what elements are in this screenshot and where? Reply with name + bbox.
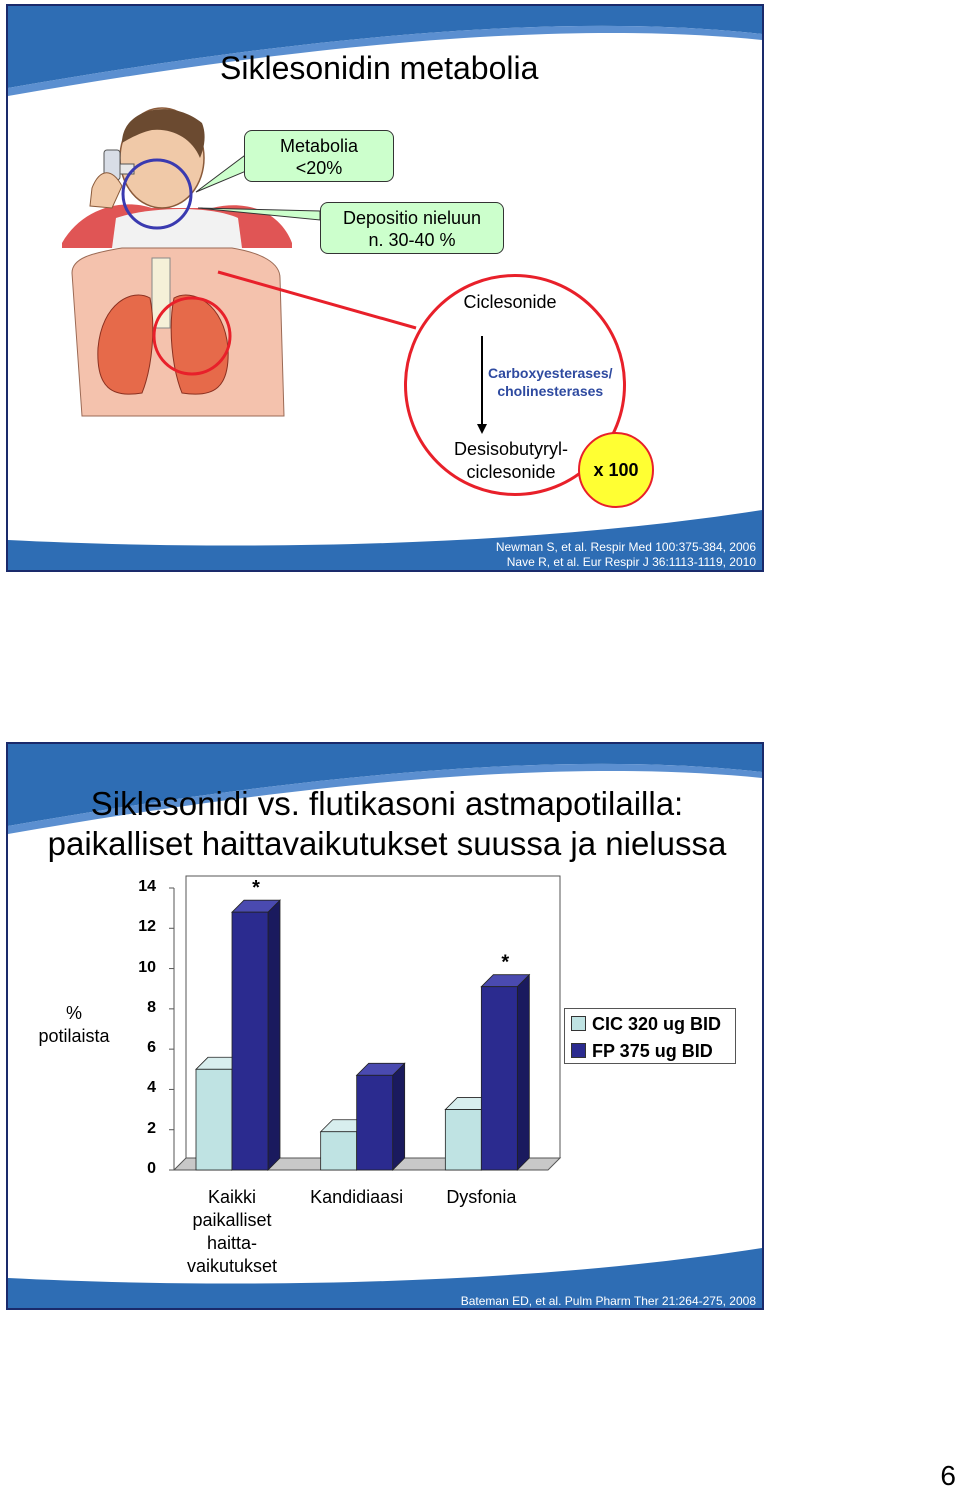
callout-metabolia-line2: <20% [295,158,343,178]
slide1-title: Siklesonidin metabolia [220,50,539,86]
potency-badge [578,432,654,508]
bar-side [517,975,529,1170]
bar [232,912,268,1170]
y-tick-label: 0 [147,1160,156,1177]
callout-pointers [8,6,764,572]
callout-metabolia [244,130,394,182]
legend-item-fp [571,1041,713,1062]
y-axis-label: % potilaista [38,1003,110,1046]
y-tick-label: 8 [147,998,156,1016]
product-label [454,438,568,484]
legend-swatch-fp [571,1043,586,1058]
x-category-label [405,1186,557,1209]
y-tick-label: 14 [138,878,156,895]
product-line1: Desisobutyryl- [454,439,569,459]
citation: Bateman ED, et al. Pulm Pharm Ther 21:264-275, 2008 [460,1294,756,1308]
y-tick-label: 2 [147,1119,156,1137]
slide-metabolia [6,4,764,572]
legend-label-cic: CIC 320 ug BID [592,1014,722,1034]
product-line2: ciclesonide [466,462,556,482]
bar [481,987,517,1170]
bar [357,1075,393,1170]
x-category-label-line: Kandidiaasi [310,1187,404,1207]
y-tick-label: 6 [147,1039,156,1057]
bar [445,1110,481,1170]
potency-label: x 100 [593,460,639,480]
x-category-label-line: paikalliset [192,1210,272,1230]
enzymes-line2: cholinesterases [497,383,604,399]
significance-marker: * [252,877,260,900]
ciclesonide-label: Ciclesonide [463,292,557,312]
legend-label-fp: FP 375 ug BID [592,1041,713,1061]
x-category-label-line: haitta- [206,1233,258,1253]
slide2-title-line2: paikalliset haittavaikutukset suussa ja nielussa [47,825,727,862]
callout-metabolia-line1: Metabolia [279,136,359,156]
citation-2: Nave R, et al. Eur Respir J 36:1113-1119, 2010 [506,555,756,569]
bar-side [268,900,280,1170]
page-number: 6 [940,1460,956,1491]
y-tick-label: 12 [138,918,156,936]
bar [196,1069,232,1170]
bar [321,1132,357,1170]
y-tick-label: 4 [147,1079,156,1097]
legend-item-cic [571,1014,721,1035]
slide-comparison [6,742,764,1310]
x-category-label-line: Dysfonia [446,1187,517,1207]
callout-depositio-line1: Depositio nieluun [342,208,482,228]
enzymes-label [488,364,613,400]
chart-legend [564,1008,736,1064]
citation-1: Newman S, et al. Respir Med 100:375-384, 2006 [495,540,756,554]
enzymes-line1: Carboxyesterases/ [488,365,613,381]
x-category-label-line: Kaikki [207,1187,256,1207]
callout-depositio [320,202,504,254]
significance-marker: * [501,951,510,974]
y-tick-label: 10 [138,958,156,976]
x-category-label-line: vaikutukset [186,1256,278,1276]
callout-depositio-line2: n. 30-40 % [368,230,456,250]
legend-swatch-cic [571,1016,586,1031]
slide2-title-line1: Siklesonidi vs. flutikasoni astmapotilailla: [90,785,684,822]
bar-side [393,1063,405,1170]
